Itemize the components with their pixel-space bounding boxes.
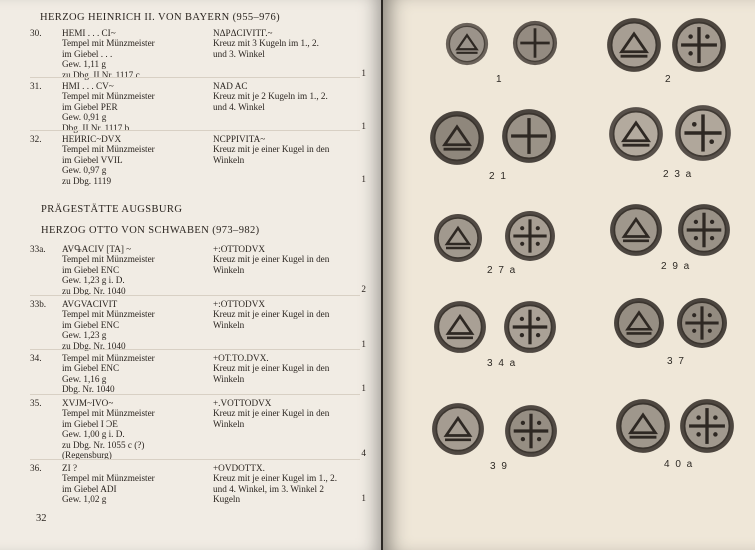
plate-label-27a: 2 7 a — [487, 265, 517, 276]
entry-number: 35. — [30, 398, 42, 408]
coin-image-21-obverse — [429, 110, 485, 166]
page-number: 32 — [36, 513, 47, 524]
obverse-description: ZI ? Tempel mit Münzmeister im Giebel ADI Gew. 1,02 g — [62, 463, 155, 505]
coin-image-40a-reverse — [679, 398, 735, 454]
coin-image-27a-obverse — [433, 212, 483, 264]
coin-image-1-obverse — [445, 20, 489, 68]
coin-plate-page — [383, 0, 755, 550]
plate-label-40a: 4 0 a — [664, 459, 694, 470]
coin-image-37-obverse — [613, 297, 665, 349]
reverse-description: NCPPIVITA~ Kreuz mit je einer Kugel in den Winkeln — [213, 134, 330, 165]
entry-number: 32. — [30, 134, 42, 144]
header-heinrich: HERZOG HEINRICH II. VON BAYERN (955–976) — [40, 12, 280, 23]
entry-number: 31. — [30, 81, 42, 91]
coin-image-23a-obverse — [608, 106, 664, 162]
header-otto: HERZOG OTTO VON SCHWABEN (973–982) — [41, 225, 260, 236]
reverse-description: +:OTTODVX Kreuz mit je einer Kugel in den Winkeln — [213, 244, 330, 275]
coin-image-37-reverse — [676, 297, 728, 349]
reverse-description: +:OTTODVX Kreuz mit je einer Kugel in den Winkeln — [213, 299, 330, 330]
divider — [30, 130, 360, 131]
header-augsburg: PRÄGESTÄTTE AUGSBURG — [41, 204, 183, 215]
coin-count: 1 — [361, 339, 366, 349]
coin-image-23a-reverse — [674, 104, 732, 162]
obverse-description: HEMI . . . CI~ Tempel mit Münzmeister im Giebel . . . Gew. 1,11 g zu Dbg. II Nr. 1117 c — [62, 28, 155, 80]
coin-image-29a-obverse — [609, 203, 663, 257]
coin-count: 1 — [361, 383, 366, 393]
plate-label-39: 3 9 — [490, 461, 509, 472]
coin-image-29a-reverse — [677, 203, 731, 257]
entry-number: 33b. — [30, 299, 47, 309]
divider — [30, 77, 360, 78]
coin-image-1-reverse — [511, 20, 559, 66]
plate-label-21: 2 1 — [489, 171, 508, 182]
divider — [30, 295, 360, 296]
obverse-description: HEИRIC~DVX Tempel mit Münzmeister im Giebel VVIL Gew. 0,97 g zu Dbg. 1119 — [62, 134, 155, 186]
coin-image-2-reverse — [671, 17, 727, 73]
coin-count: 1 — [361, 121, 366, 131]
obverse-description: Tempel mit Münzmeister im Giebel ENC Gew. 1,16 g Dbg. Nr. 1040 — [62, 353, 155, 395]
coin-count: 2 — [361, 284, 366, 294]
divider — [30, 349, 360, 350]
divider — [30, 394, 360, 395]
plate-label-1: 1 — [496, 74, 504, 85]
coin-count: 1 — [361, 493, 366, 503]
entry-number: 30. — [30, 28, 42, 38]
obverse-description: HMI . . . CV~ Tempel mit Münzmeister im Giebel PER Gew. 0,91 g Dbg. II Nr. 1117 b — [62, 81, 155, 133]
plate-label-34a: 3 4 a — [487, 358, 517, 369]
coin-count: 1 — [361, 174, 366, 184]
coin-image-39-reverse — [504, 404, 558, 458]
obverse-description: XVJM~IVO~ Tempel mit Münzmeister im Giebel I ϽE Gew. 1,00 g i. D. zu Dbg. Nr. 1055 c (?) (Regensburg) — [62, 398, 155, 461]
divider — [30, 459, 360, 460]
coin-image-21-reverse — [501, 108, 557, 164]
coin-image-39-obverse — [431, 402, 485, 456]
reverse-description: +OVDOTTX. Kreuz mit je einer Kugel im 1., 2. und 4. Winkel, im 3. Winkel 2 Kugeln — [213, 463, 337, 505]
coin-image-2-obverse — [606, 17, 662, 73]
reverse-description: NAD AC Kreuz mit je 2 Kugeln im 1., 2. und 4. Winkel — [213, 81, 328, 112]
coin-count: 1 — [361, 68, 366, 78]
plate-label-29a: 2 9 a — [661, 261, 691, 272]
coin-count: 4 — [361, 448, 366, 458]
coin-image-40a-obverse — [615, 398, 671, 454]
coin-image-34a-reverse — [503, 300, 557, 354]
reverse-description: NΔPΔCIVITΓ.~ Kreuz mit 3 Kugeln im 1., 2. und 3. Winkel — [213, 28, 319, 59]
entry-number: 34. — [30, 353, 42, 363]
plate-label-2: 2 — [665, 74, 673, 85]
plate-label-37: 3 7 — [667, 356, 686, 367]
entry-number: 36. — [30, 463, 42, 473]
coin-image-34a-obverse — [433, 300, 487, 354]
plate-label-23a: 2 3 a — [663, 169, 693, 180]
reverse-description: +.VOTTODVX Kreuz mit je einer Kugel in den Winkeln — [213, 398, 330, 429]
obverse-description: AVԳACIV [TA] ~ Tempel mit Münzmeister im Giebel ENC Gew. 1,23 g i. D. zu Dbg. Nr. 1040 — [62, 244, 155, 296]
obverse-description: AVGVACIVIT Tempel mit Münzmeister im Giebel ENC Gew. 1,23 g zu Dbg. Nr. 1040 — [62, 299, 155, 351]
coin-image-27a-reverse — [504, 210, 556, 262]
entry-number: 33a. — [30, 244, 46, 254]
reverse-description: +OT.TO.DVX. Kreuz mit je einer Kugel in den Winkeln — [213, 353, 330, 384]
